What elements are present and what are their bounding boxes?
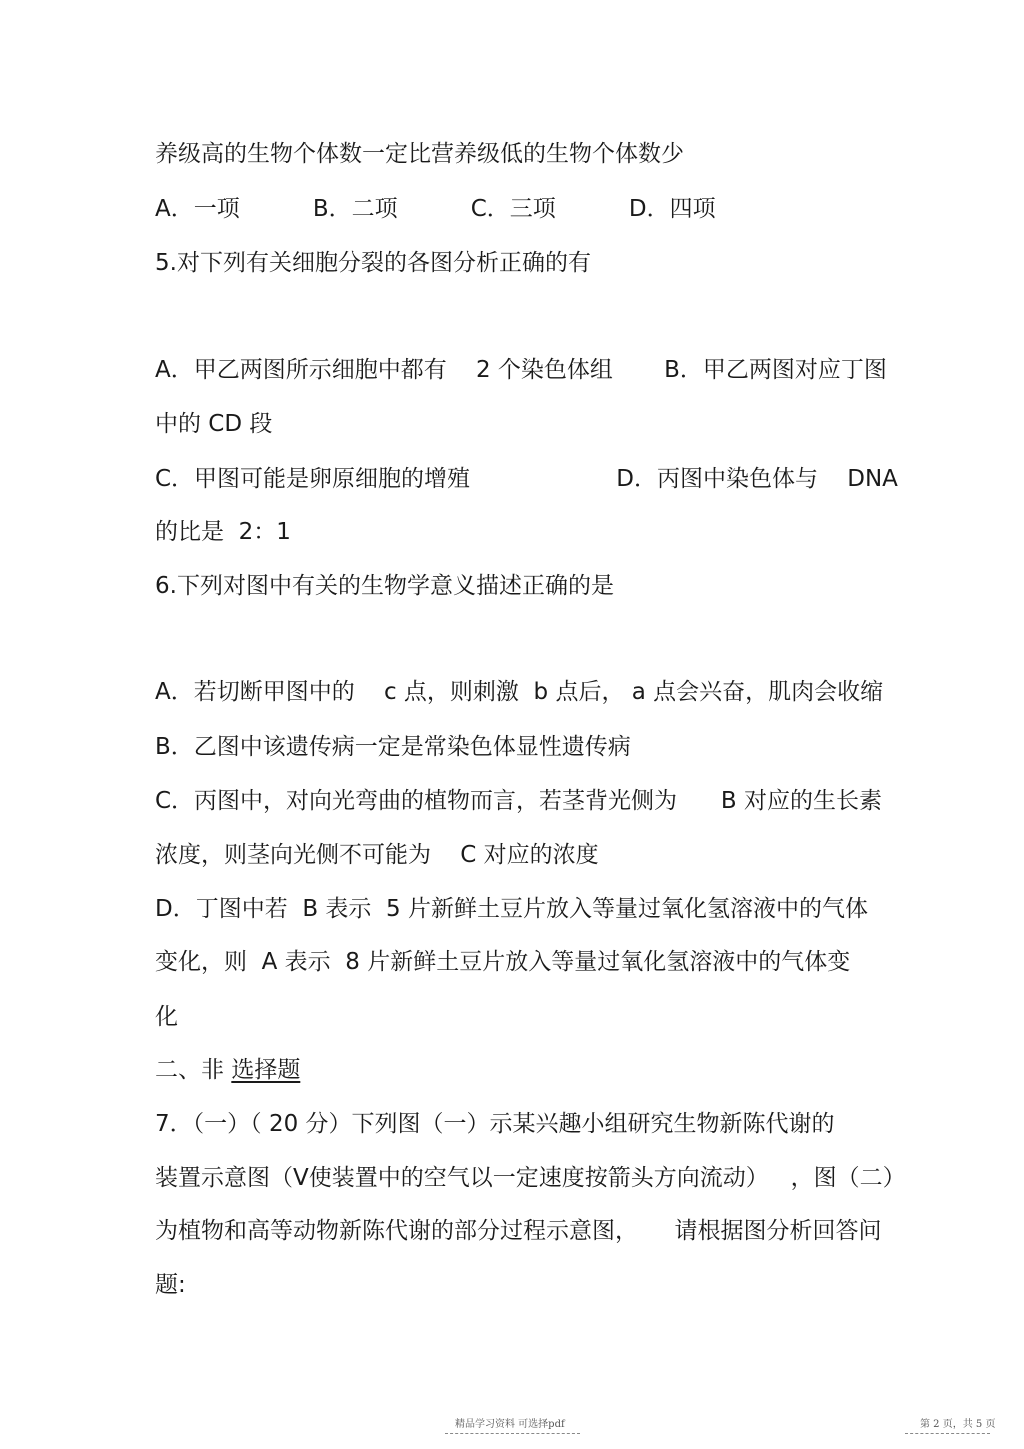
footer-left-text: 精品学习资料 可选择pdf [455, 1419, 565, 1430]
section-heading [155, 1055, 300, 1085]
option-line: 浓度，则茎向光侧不可能为 C 对应的浓度 [155, 842, 599, 868]
text-line: 养级高的生物个体数一定比营养级低的生物个体数少 [155, 141, 684, 167]
question-6: 6.下列对图中有关的生物学意义描述正确的是 [155, 573, 614, 599]
option-line: C．甲图可能是卵原细胞的增殖 D．丙图中染色体与 DNA [155, 466, 898, 492]
text-line: 为植物和高等动物新陈代谢的部分过程示意图， 请根据图分析回答问 [155, 1218, 882, 1244]
option-line: C．丙图中，对向光弯曲的植物而言，若茎背光侧为 B 对应的生长素 [155, 788, 883, 814]
question-5: 5.对下列有关细胞分裂的各图分析正确的有 [155, 250, 591, 276]
text-line: 装置示意图（Ⅴ使装置中的空气以一定速度按箭头方向流动） ，图（二） [155, 1165, 906, 1191]
option-line: A．甲乙两图所示细胞中都有 2 个染色体组 B．甲乙两图对应丁图 [155, 357, 887, 383]
option-line: B．乙图中该遗传病一定是常染色体显性遗传病 [155, 734, 631, 760]
option-line: 的比是 2：1 [155, 519, 291, 545]
footer-right-dashes [905, 1433, 990, 1434]
question-7: 7．（一）（ 20 分）下列图（一）示某兴趣小组研究生物新陈代谢的 [155, 1111, 835, 1137]
option-line: 中的 CD 段 [155, 411, 273, 437]
section-heading-underlined: 选择题 [231, 1057, 301, 1083]
section-heading-prefix: 二、非 [155, 1057, 232, 1083]
option-line: A．若切断甲图中的 c 点，则刺激 b 点后， a 点会兴奋，肌肉会收缩 [155, 679, 884, 705]
option-line: 变化，则 A 表示 8 片新鲜土豆片放入等量过氧化氢溶液中的气体变 [155, 949, 851, 975]
footer-page-number: 第 2 页，共 5 页 [920, 1419, 996, 1430]
option-line: 化 [155, 1004, 178, 1030]
answer-options-q4: A．一项 B．二项 C．三项 D．四项 [155, 196, 716, 222]
option-line: D．丁图中若 B 表示 5 片新鲜土豆片放入等量过氧化氢溶液中的气体 [155, 896, 868, 922]
text-line: 题: [155, 1272, 186, 1298]
footer-left-dashes [445, 1433, 580, 1434]
